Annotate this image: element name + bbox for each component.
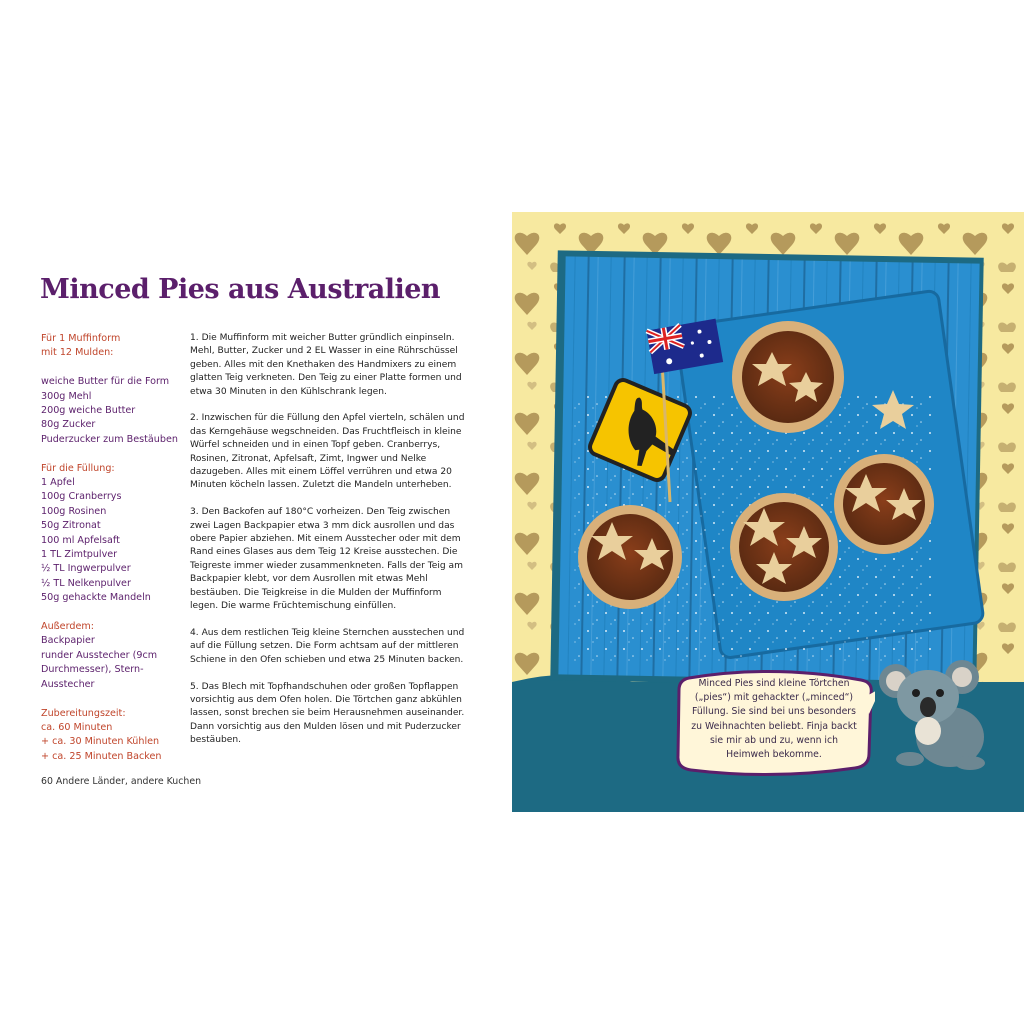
time-heading: Zubereitungszeit: [41, 707, 126, 719]
mince-pie-4 [730, 493, 838, 601]
time-item: ca. 60 Minuten [41, 721, 113, 733]
recipe-step-2: 2. Inzwischen für die Füllung den Apfel vierteln, schälen und das Kerngehäuse wegschneiden. Das Fruchtfleisch in kleine Würfel schneiden und in einen Topf geben. Cranberrys, Rosinen, Zitronat, Apfelsaft, Zimt, Ingwer und Nelke dazugeben. Alles mit einem Löffel verrühren und etwa 20 Minuten köcheln lassen. Zuletzt die Mandeln unterheben. [190, 413, 465, 491]
time-item: + ca. 30 Minuten Kühlen [41, 736, 160, 748]
ingredient-item: 50g gehackte Mandeln [41, 592, 151, 604]
ingredient-item: 200g weiche Butter [41, 405, 136, 417]
ingredient-item: Backpapier [41, 635, 95, 647]
recipe-steps [190, 332, 472, 761]
ingredient-item: Durchmesser), Stern-Ausstecher [41, 664, 144, 690]
ingredient-item: ½ TL Nelkenpulver [41, 577, 131, 589]
recipe-step-5: 5. Das Blech mit Topfhandschuhen oder großen Topflappen vorsichtig aus dem Ofen holen. Die Törtchen ganz abkühlen lassen, sonst brechen sie beim Herausnehmen auseinander. Dann vorsichtig aus den Mulden lösen und mit Puderzucker bestäuben. [190, 681, 465, 746]
mince-pie-1 [732, 321, 844, 433]
ingredient-item: 80g Zucker [41, 419, 96, 431]
ingredient-item: Puderzucker zum Bestäuben [41, 433, 178, 445]
recipe-step-3: 3. Den Backofen auf 180°C vorheizen. Den Teig zwischen zwei Lagen Backpapier etwa 3 mm dick ausrollen und das obere Papier abziehen. Mit einem Ausstecher oder mit dem Rand eines Glases aus dem Teig 12 Kreise ausstechen. Die Teigreste immer wieder zusammenkneten. Falls der Teig am Backpapier klebt, vor dem Ausrollen mit etwas Mehl bestäuben. Die Teigkreise in die Mulden der Muffinform legen. Die warme Früchtemischung einfüllen. [190, 507, 463, 612]
ingredient-item: runder Ausstecher (9cm [41, 649, 158, 661]
extra-heading: Außerdem: [41, 621, 94, 633]
mince-pie-3 [578, 505, 682, 609]
ingredient-item: 100 ml Apfelsaft [41, 534, 120, 546]
ingredient-item: 100g Cranberrys [41, 491, 122, 503]
ingredient-intro-1: Für 1 Muffinform [41, 333, 121, 344]
ingredient-intro-2: mit 12 Mulden: [41, 347, 114, 359]
filling-heading: Für die Füllung: [41, 462, 115, 474]
mince-pie-2 [834, 454, 934, 554]
ingredient-item: 1 Apfel [41, 477, 75, 489]
koala-illustration [876, 655, 1002, 775]
ingredients-list [41, 332, 181, 764]
recipe-step-4: 4. Aus dem restlichen Teig kleine Sternchen ausstechen und auf die Füllung setzen. Die Form achtsam auf der mittleren Schiene in den Ofen schieben und etwa 25 Minuten backen. [190, 627, 465, 665]
ingredient-item: 1 TL Zimtpulver [41, 549, 118, 561]
ingredient-item: ½ TL Ingwerpulver [41, 563, 131, 575]
page-footer: 60 Andere Länder, andere Kuchen [41, 776, 202, 787]
ingredient-item: 100g Rosinen [41, 505, 107, 517]
page-title: Minced Pies aus Australien [40, 274, 441, 306]
time-item: + ca. 25 Minuten Backen [41, 750, 162, 762]
ingredient-item: 50g Zitronat [41, 520, 101, 532]
ingredient-item: 300g Mehl [41, 390, 92, 402]
speech-bubble-text: Minced Pies sind kleine Törtchen („pies“) mit gehackter („minced“) Füllung. Sie sind bei uns besonders zu Weihnachten beliebt. Finja backt sie mir ab und zu, wenn ich Heimweh bekomme. [691, 678, 857, 761]
recipe-step-1: 1. Die Muffinform mit weicher Butter gründlich einpinseln. Mehl, Butter, Zucker und 2 EL Wasser in eine Rührschüssel geben. Alles mit den Knethaken des Handmixers zu einem glatten Teig verkneten. Den Teig zu einer Platte formen und etwa 30 Minuten in den Kühlschrank legen. [190, 333, 462, 397]
ingredient-item: weiche Butter für die Form [41, 376, 170, 388]
